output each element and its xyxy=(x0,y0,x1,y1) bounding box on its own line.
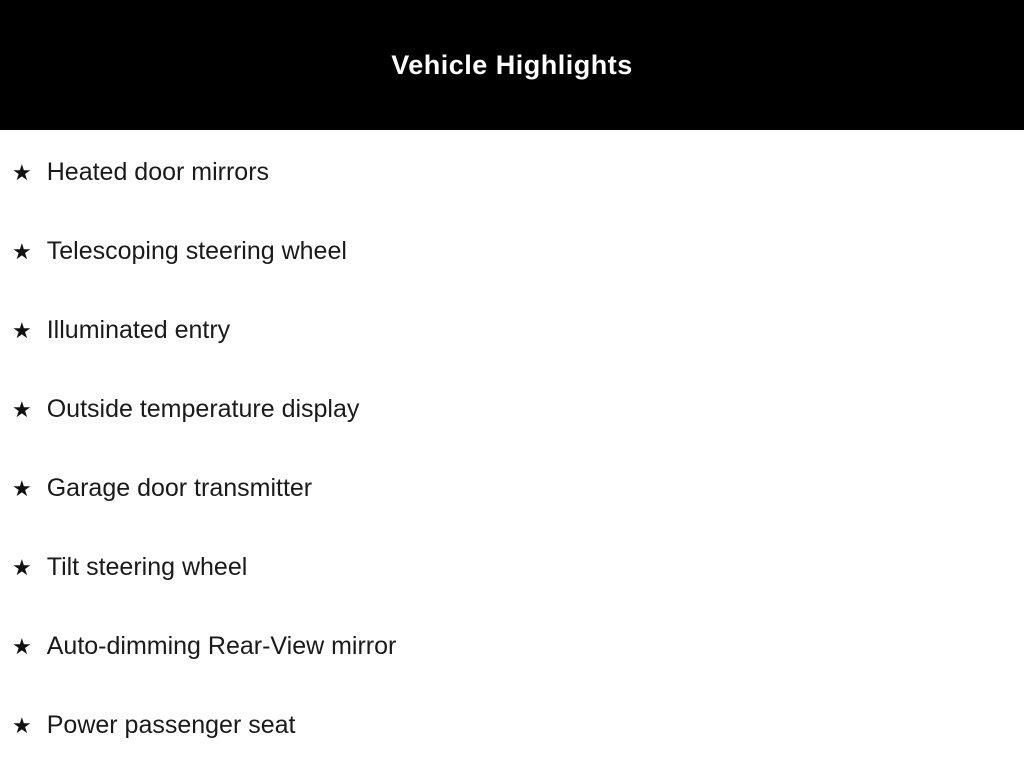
header-bar xyxy=(0,0,1024,130)
list-item xyxy=(0,449,1024,528)
star-icon: ★ xyxy=(12,396,32,422)
list-item-label: Garage door transmitter xyxy=(46,474,313,502)
star-icon: ★ xyxy=(12,317,32,343)
list-item xyxy=(0,370,1024,449)
list-item-label: Power passenger seat xyxy=(46,711,296,739)
list-item-label: Auto-dimming Rear-View mirror xyxy=(46,632,397,660)
list-item-label: Illuminated entry xyxy=(46,316,231,344)
highlights-list xyxy=(0,133,1024,765)
list-item xyxy=(0,528,1024,607)
star-icon: ★ xyxy=(12,475,32,501)
list-item-label: Tilt steering wheel xyxy=(46,553,248,581)
list-item xyxy=(0,133,1024,212)
star-icon: ★ xyxy=(12,159,32,185)
list-item xyxy=(0,291,1024,370)
list-item xyxy=(0,607,1024,686)
star-icon: ★ xyxy=(12,633,32,659)
page-title: Vehicle Highlights xyxy=(391,49,633,80)
list-item xyxy=(0,686,1024,765)
list-item-label: Telescoping steering wheel xyxy=(46,237,347,265)
list-item-label: Outside temperature display xyxy=(46,395,360,423)
star-icon: ★ xyxy=(12,712,32,738)
star-icon: ★ xyxy=(12,238,32,264)
star-icon: ★ xyxy=(12,554,32,580)
list-item-label: Heated door mirrors xyxy=(46,158,270,186)
list-item xyxy=(0,212,1024,291)
